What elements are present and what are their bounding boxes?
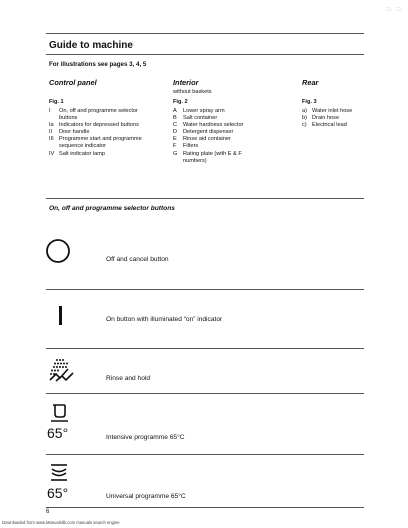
list-item (302, 108, 372, 115)
top-rule (46, 33, 364, 34)
rinse-hold-label: Rinse and hold (106, 375, 150, 382)
row-rule (46, 393, 364, 394)
item-text: Detergent dispenser (183, 129, 234, 136)
rear-fig: Fig. 3 (302, 99, 317, 105)
item-key: F (173, 143, 177, 150)
interior-subheading: without baskets (173, 89, 212, 95)
item-text: Door handle (59, 129, 90, 136)
interior-heading: Interior (173, 78, 199, 87)
scan-artifact: ≈ ≈ (385, 2, 402, 16)
section-title: On, off and programme selector buttons (49, 205, 175, 212)
interior-list (173, 108, 291, 165)
item-text: Filters (183, 143, 199, 150)
item-key: D (173, 129, 178, 136)
item-key: I (49, 108, 51, 114)
interior-fig: Fig. 2 (173, 99, 188, 105)
dishes-icon (47, 462, 73, 484)
list-item (173, 143, 291, 150)
item-text: Salt container (183, 115, 218, 122)
item-key: Ia (49, 122, 54, 129)
item-key: C (173, 122, 178, 129)
intensive-temp: 65° (47, 425, 69, 441)
page-title: Guide to machine (49, 40, 133, 51)
item-key: G (173, 150, 178, 157)
item-text: Lower spray arm (183, 108, 225, 114)
list-item (49, 136, 157, 150)
list-item (173, 151, 291, 165)
list-item (49, 129, 157, 136)
item-key: E (173, 136, 177, 143)
item-text: Indicators for depressed buttons (59, 122, 139, 129)
control-panel-list (49, 108, 157, 158)
off-button-label: Off and cancel button (106, 256, 169, 263)
list-item (302, 122, 372, 129)
row-rule (46, 289, 364, 290)
item-key: II (49, 129, 53, 136)
item-key: c) (302, 122, 307, 129)
item-key: III (49, 136, 54, 143)
intensive-label: Intensive programme 65°C (106, 434, 185, 441)
item-text: Rinse aid container (183, 136, 231, 143)
item-text: On, off and programme selector buttons (59, 108, 138, 122)
illustration-note: For illustrations see pages 3, 4, 5 (49, 61, 147, 68)
list-item (173, 108, 291, 115)
row-rule (46, 454, 364, 455)
list-item (49, 151, 157, 158)
item-key: IV (49, 150, 55, 157)
universal-label: Universal programme 65°C (106, 493, 186, 500)
item-text: Water inlet hose (312, 108, 353, 114)
item-key: a) (302, 108, 307, 114)
download-footer: Downloaded from www.Manualslib.com manuals search engine (2, 520, 120, 525)
row-rule (46, 348, 364, 349)
item-key: b) (302, 115, 307, 122)
item-text: Salt indicator lamp (59, 150, 106, 157)
rinse-hold-icon (46, 356, 78, 388)
control-panel-heading: Control panel (49, 78, 97, 87)
item-key: A (173, 108, 177, 114)
item-text: Rating plate (with E & F numbers) (183, 150, 242, 164)
list-item (49, 122, 157, 129)
list-item (173, 136, 291, 143)
page-number: 6 (46, 509, 50, 515)
pot-icon (47, 400, 73, 424)
rear-list (302, 108, 372, 129)
on-button-label: On button with illuminated “on” indicator (106, 316, 223, 323)
item-key: B (173, 115, 177, 122)
control-panel-fig: Fig. 1 (49, 99, 64, 105)
item-text: Water hardness selector (183, 122, 244, 129)
item-text: Drain hose (312, 115, 340, 122)
list-item (173, 115, 291, 122)
list-item (173, 129, 291, 136)
list-item (49, 108, 157, 122)
list-item (302, 115, 372, 122)
list-item (173, 122, 291, 129)
universal-temp: 65° (47, 485, 69, 501)
circle-off-icon (45, 238, 71, 264)
rear-heading: Rear (302, 78, 319, 87)
section-rule (46, 198, 364, 199)
title-rule (46, 54, 364, 55)
item-text: Programme start and programme sequence indicator (59, 136, 142, 150)
bottom-rule (46, 507, 364, 508)
item-text: Electrical lead (312, 122, 347, 129)
on-bar-icon (58, 306, 64, 326)
